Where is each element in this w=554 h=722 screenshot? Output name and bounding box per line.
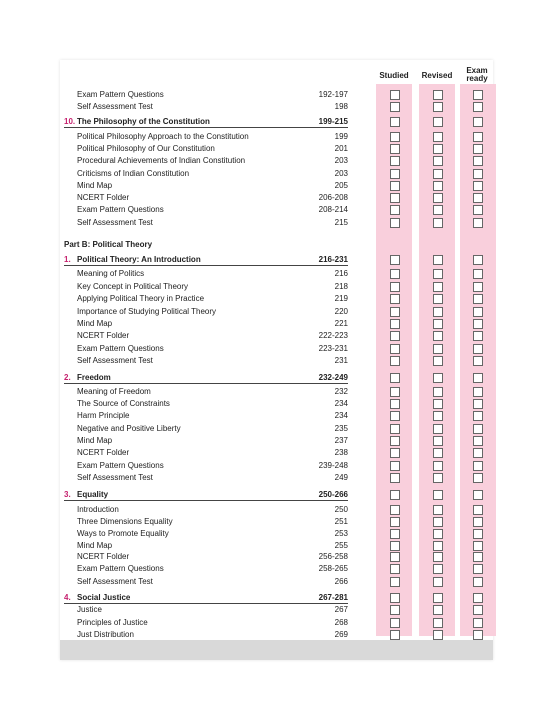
revised-checkbox[interactable]: [433, 373, 443, 383]
topic-row: [77, 460, 348, 472]
studied-checkbox[interactable]: [390, 436, 400, 446]
topic-title: NCERT Folder: [77, 193, 130, 202]
studied-checkbox[interactable]: [390, 517, 400, 527]
exam-ready-checkbox[interactable]: [473, 593, 483, 603]
revised-checkbox[interactable]: [433, 344, 443, 354]
studied-checkbox[interactable]: [390, 593, 400, 603]
studied-checkbox[interactable]: [390, 541, 400, 551]
topic-title: Procedural Achievements of Indian Constitution: [77, 156, 246, 165]
topic-page: 234: [334, 399, 348, 408]
studied-checkbox[interactable]: [390, 307, 400, 317]
exam-ready-checkbox[interactable]: [473, 605, 483, 615]
topic-title: NCERT Folder: [77, 448, 130, 457]
exam-ready-checkbox[interactable]: [473, 102, 483, 112]
topic-title: Just Distribution: [77, 630, 134, 639]
topic-row: [77, 155, 348, 167]
exam-ready-checkbox[interactable]: [473, 630, 483, 640]
exam-ready-checkbox[interactable]: [473, 424, 483, 434]
revised-checkbox[interactable]: [433, 461, 443, 471]
exam-ready-checkbox[interactable]: [473, 132, 483, 142]
exam-ready-checkbox[interactable]: [473, 399, 483, 409]
revised-checkbox[interactable]: [433, 331, 443, 341]
exam-ready-checkbox[interactable]: [473, 156, 483, 166]
studied-checkbox[interactable]: [390, 90, 400, 100]
studied-checkbox[interactable]: [390, 282, 400, 292]
revised-checkbox[interactable]: [433, 399, 443, 409]
exam-ready-checkbox[interactable]: [473, 517, 483, 527]
topic-page: 223-231: [318, 344, 348, 353]
chapter-page-range: 232-249: [318, 373, 348, 382]
topic-row: [77, 551, 348, 563]
exam-ready-checkbox[interactable]: [473, 331, 483, 341]
topic-title: Ways to Promote Equality: [77, 529, 169, 538]
topic-page: 250: [334, 505, 348, 514]
topic-title: Applying Political Theory in Practice: [77, 294, 205, 303]
studied-checkbox[interactable]: [390, 577, 400, 587]
topic-page: 205: [334, 181, 348, 190]
revised-checkbox[interactable]: [433, 577, 443, 587]
revised-checkbox[interactable]: [433, 132, 443, 142]
revised-checkbox[interactable]: [433, 294, 443, 304]
exam-ready-checkbox[interactable]: [473, 461, 483, 471]
topic-page: 208-214: [318, 205, 348, 214]
topic-page: 239-248: [318, 461, 348, 470]
topic-title: Meaning of Politics: [77, 269, 145, 278]
revised-checkbox[interactable]: [433, 529, 443, 539]
exam-ready-checkbox[interactable]: [473, 541, 483, 551]
studied-checkbox[interactable]: [390, 269, 400, 279]
topic-title: Exam Pattern Questions: [77, 461, 164, 470]
revised-checkbox[interactable]: [433, 156, 443, 166]
chapter-row: [64, 372, 348, 384]
topic-title: Exam Pattern Questions: [77, 344, 164, 353]
topic-page: 203: [334, 169, 348, 178]
topic-page: 237: [334, 436, 348, 445]
topic-row: [77, 143, 348, 155]
exam-ready-checkbox[interactable]: [473, 356, 483, 366]
revised-checkbox[interactable]: [433, 117, 443, 127]
topic-title: Self Assessment Test: [77, 473, 153, 482]
studied-checkbox[interactable]: [390, 331, 400, 341]
chapter-title: Political Theory: An Introduction: [77, 255, 201, 264]
topic-page: 219: [334, 294, 348, 303]
topic-page: 267: [334, 605, 348, 614]
exam-ready-checkbox[interactable]: [473, 218, 483, 228]
studied-checkbox[interactable]: [390, 144, 400, 154]
exam-ready-checkbox[interactable]: [473, 373, 483, 383]
topic-row: [77, 192, 348, 204]
topic-title: Mind Map: [77, 319, 113, 328]
chapter-page-range: 216-231: [318, 255, 348, 264]
topic-page: 221: [334, 319, 348, 328]
topic-row: [77, 306, 348, 318]
topic-page: 199: [334, 132, 348, 141]
topic-page: 234: [334, 411, 348, 420]
studied-checkbox[interactable]: [390, 117, 400, 127]
topic-row: [77, 131, 348, 143]
topic-title: Political Philosophy of Our Constitution: [77, 144, 215, 153]
topic-row: [77, 204, 348, 216]
topic-page: 268: [334, 618, 348, 627]
topic-row: [77, 268, 348, 280]
topic-page: 251: [334, 517, 348, 526]
chapter-number: 3.: [64, 490, 71, 499]
exam-ready-checkbox[interactable]: [473, 255, 483, 265]
topic-title: Introduction: [77, 505, 119, 514]
revised-checkbox[interactable]: [433, 473, 443, 483]
topic-title: Mind Map: [77, 541, 113, 550]
topic-row: [77, 563, 348, 575]
revised-checkbox[interactable]: [433, 505, 443, 515]
topic-row: [77, 386, 348, 398]
topic-title: NCERT Folder: [77, 552, 130, 561]
topic-page: 266: [334, 577, 348, 586]
revised-column-header: Revised: [421, 71, 453, 80]
topic-page: 218: [334, 282, 348, 291]
revised-checkbox[interactable]: [433, 424, 443, 434]
revised-checkbox[interactable]: [433, 144, 443, 154]
revised-checkbox[interactable]: [433, 193, 443, 203]
chapter-page-range: 199-215: [318, 117, 348, 126]
exam-ready-checkbox[interactable]: [473, 448, 483, 458]
revised-checkbox[interactable]: [433, 387, 443, 397]
topic-row: [77, 217, 348, 229]
topic-row: [77, 528, 348, 540]
chapter-row: [64, 116, 348, 128]
exam-ready-checkbox[interactable]: [473, 387, 483, 397]
studied-checkbox[interactable]: [390, 605, 400, 615]
chapter-number: 4.: [64, 593, 71, 602]
exam-ready-checkbox[interactable]: [473, 436, 483, 446]
studied-checkbox[interactable]: [390, 193, 400, 203]
topic-row: [77, 398, 348, 410]
revised-checkbox[interactable]: [433, 307, 443, 317]
studied-checkbox[interactable]: [390, 156, 400, 166]
revised-checkbox[interactable]: [433, 436, 443, 446]
page-footer-band: [60, 640, 493, 660]
exam-ready-checkbox[interactable]: [473, 169, 483, 179]
topic-title: Negative and Positive Liberty: [77, 424, 181, 433]
topic-title: Political Philosophy Approach to the Constitution: [77, 132, 249, 141]
topic-title: Harm Principle: [77, 411, 130, 420]
studied-checkbox[interactable]: [390, 448, 400, 458]
topic-page: 192-197: [318, 90, 348, 99]
topic-title: Exam Pattern Questions: [77, 90, 164, 99]
studied-column-header: Studied: [379, 71, 409, 80]
topic-page: 206-208: [318, 193, 348, 202]
studied-checkbox[interactable]: [390, 169, 400, 179]
topic-row: [77, 355, 348, 367]
exam-ready-checkbox[interactable]: [473, 411, 483, 421]
chapter-number: 1.: [64, 255, 71, 264]
topic-page: 231: [334, 356, 348, 365]
topic-title: Meaning of Freedom: [77, 387, 151, 396]
topic-row: [77, 423, 348, 435]
studied-checkbox[interactable]: [390, 319, 400, 329]
topic-page: 253: [334, 529, 348, 538]
topic-title: Self Assessment Test: [77, 577, 153, 586]
studied-checkbox[interactable]: [390, 529, 400, 539]
topic-title: Exam Pattern Questions: [77, 205, 164, 214]
topic-title: Key Concept in Political Theory: [77, 282, 189, 291]
chapter-row: [64, 254, 348, 266]
topic-title: NCERT Folder: [77, 331, 130, 340]
topic-page: 201: [334, 144, 348, 153]
topic-page: 222-223: [318, 331, 348, 340]
topic-row: [77, 435, 348, 447]
topic-page: 232: [334, 387, 348, 396]
exam-ready-checkbox[interactable]: [473, 618, 483, 628]
exam-ready-checkbox[interactable]: [473, 193, 483, 203]
studied-checkbox[interactable]: [390, 102, 400, 112]
topic-row: [77, 504, 348, 516]
topic-title: Mind Map: [77, 436, 113, 445]
studied-checkbox[interactable]: [390, 181, 400, 191]
topic-row: [77, 168, 348, 180]
topic-title: Exam Pattern Questions: [77, 564, 164, 573]
topic-page: 216: [334, 269, 348, 278]
topic-row: [77, 604, 348, 616]
chapter-title: The Philosophy of the Constitution: [77, 117, 210, 126]
exam-ready-checkbox[interactable]: [473, 144, 483, 154]
studied-checkbox[interactable]: [390, 552, 400, 562]
studied-checkbox[interactable]: [390, 294, 400, 304]
topic-row: [77, 343, 348, 355]
chapter-row: [64, 489, 348, 501]
studied-checkbox[interactable]: [390, 461, 400, 471]
revised-checkbox[interactable]: [433, 630, 443, 640]
revised-checkbox[interactable]: [433, 448, 443, 458]
topic-row: [77, 617, 348, 629]
chapter-page-range: 250-266: [318, 490, 348, 499]
chapter-title: Freedom: [77, 373, 111, 382]
topic-title: Three Dimensions Equality: [77, 517, 173, 526]
studied-checkbox[interactable]: [390, 473, 400, 483]
topic-title: Importance of Studying Political Theory: [77, 307, 217, 316]
studied-checkbox[interactable]: [390, 630, 400, 640]
exam-ready-checkbox[interactable]: [473, 490, 483, 500]
topic-row: [77, 447, 348, 459]
exam-ready-checkbox[interactable]: [473, 282, 483, 292]
revised-checkbox[interactable]: [433, 411, 443, 421]
revised-checkbox[interactable]: [433, 618, 443, 628]
exam-ready-checkbox[interactable]: [473, 90, 483, 100]
topic-title: Principles of Justice: [77, 618, 148, 627]
studied-checkbox[interactable]: [390, 255, 400, 265]
revised-checkbox[interactable]: [433, 541, 443, 551]
chapter-number: 2.: [64, 373, 71, 382]
chapter-title: Social Justice: [77, 593, 131, 602]
revised-checkbox[interactable]: [433, 102, 443, 112]
revised-checkbox[interactable]: [433, 319, 443, 329]
topic-title: Self Assessment Test: [77, 102, 153, 111]
studied-checkbox[interactable]: [390, 356, 400, 366]
topic-row: [77, 330, 348, 342]
revised-checkbox[interactable]: [433, 218, 443, 228]
topic-row: [77, 516, 348, 528]
studied-checkbox[interactable]: [390, 505, 400, 515]
revised-checkbox[interactable]: [433, 90, 443, 100]
exam-ready-checkbox[interactable]: [473, 319, 483, 329]
studied-checkbox[interactable]: [390, 424, 400, 434]
topic-page: 238: [334, 448, 348, 457]
topic-title: The Source of Constraints: [77, 399, 170, 408]
topic-page: 198: [334, 102, 348, 111]
revised-checkbox[interactable]: [433, 269, 443, 279]
topic-page: 220: [334, 307, 348, 316]
topic-page: 249: [334, 473, 348, 482]
exam-ready-checkbox[interactable]: [473, 269, 483, 279]
topic-row: [77, 180, 348, 192]
studied-checkbox[interactable]: [390, 373, 400, 383]
chapter-number: 10.: [64, 117, 76, 126]
studied-checkbox[interactable]: [390, 618, 400, 628]
revised-checkbox[interactable]: [433, 181, 443, 191]
exam-ready-checkbox[interactable]: [473, 564, 483, 574]
exam-ready-checkbox[interactable]: [473, 307, 483, 317]
studied-checkbox[interactable]: [390, 132, 400, 142]
topic-title: Self Assessment Test: [77, 356, 153, 365]
studied-checkbox[interactable]: [390, 490, 400, 500]
topic-page: 235: [334, 424, 348, 433]
topic-title: Justice: [77, 605, 102, 614]
exam-ready-checkbox[interactable]: [473, 577, 483, 587]
topic-page: 255: [334, 541, 348, 550]
revised-checkbox[interactable]: [433, 255, 443, 265]
topic-page: 269: [334, 630, 348, 639]
topic-row: [77, 410, 348, 422]
studied-checkbox[interactable]: [390, 344, 400, 354]
exam-ready-checkbox[interactable]: [473, 505, 483, 515]
topic-page: 215: [334, 218, 348, 227]
exam-ready-checkbox[interactable]: [473, 344, 483, 354]
revised-checkbox[interactable]: [433, 282, 443, 292]
chapter-row: [64, 592, 348, 604]
revised-checkbox[interactable]: [433, 169, 443, 179]
topic-row: [77, 281, 348, 293]
studied-checkbox[interactable]: [390, 564, 400, 574]
revised-checkbox[interactable]: [433, 490, 443, 500]
chapter-page-range: 267-281: [318, 593, 348, 602]
exam-ready-checkbox[interactable]: [473, 473, 483, 483]
topic-row: [77, 576, 348, 588]
topic-row: [77, 89, 348, 101]
revised-checkbox[interactable]: [433, 356, 443, 366]
topic-title: Mind Map: [77, 181, 113, 190]
studied-checkbox[interactable]: [390, 218, 400, 228]
revised-checkbox[interactable]: [433, 564, 443, 574]
exam-ready-checkbox[interactable]: [473, 294, 483, 304]
revised-checkbox[interactable]: [433, 605, 443, 615]
studied-checkbox[interactable]: [390, 399, 400, 409]
topic-row: [77, 293, 348, 305]
topic-row: [77, 318, 348, 330]
topic-title: Self Assessment Test: [77, 218, 153, 227]
studied-checkbox[interactable]: [390, 387, 400, 397]
studied-checkbox[interactable]: [390, 205, 400, 215]
chapter-title: Equality: [77, 490, 109, 499]
exam-ready-checkbox[interactable]: [473, 181, 483, 191]
exam-ready-checkbox[interactable]: [473, 205, 483, 215]
topic-title: Criticisms of Indian Constitution: [77, 169, 190, 178]
topic-page: 203: [334, 156, 348, 165]
revised-checkbox[interactable]: [433, 517, 443, 527]
studied-checkbox[interactable]: [390, 411, 400, 421]
revised-checkbox[interactable]: [433, 552, 443, 562]
exam-ready-checkbox[interactable]: [473, 552, 483, 562]
part-heading: Part B: Political Theory: [64, 240, 153, 249]
topic-page: 258-265: [318, 564, 348, 573]
topic-row: [77, 472, 348, 484]
exam-ready-column-header: Exam ready: [466, 66, 488, 83]
exam-ready-checkbox[interactable]: [473, 529, 483, 539]
topic-page: 256-258: [318, 552, 348, 561]
revised-checkbox[interactable]: [433, 593, 443, 603]
topic-row: [77, 101, 348, 113]
revised-checkbox[interactable]: [433, 205, 443, 215]
exam-ready-checkbox[interactable]: [473, 117, 483, 127]
